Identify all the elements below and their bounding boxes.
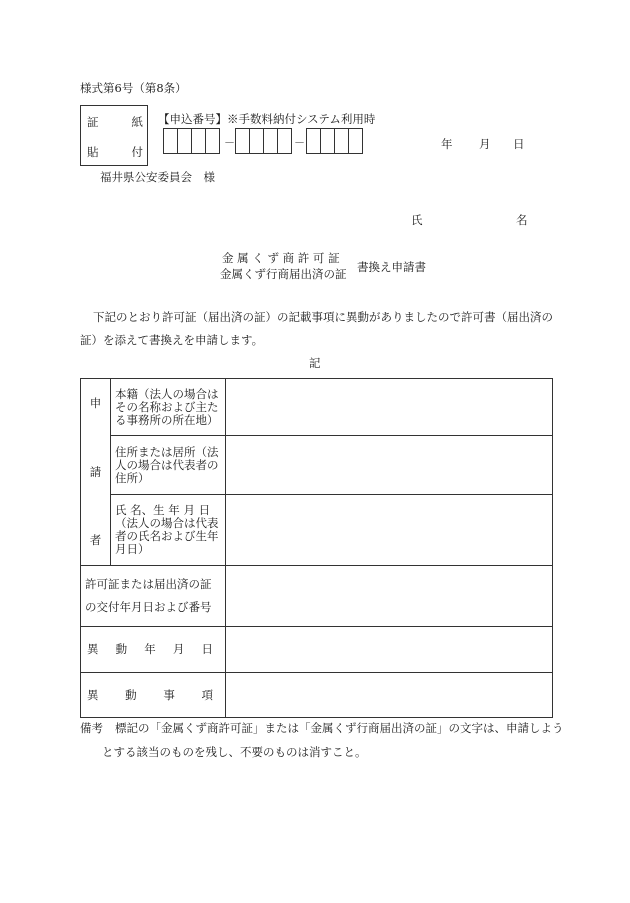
issue-date-number-input[interactable]	[226, 566, 553, 627]
ki-heading: 記	[309, 356, 321, 370]
stamp-char: 貼	[87, 145, 99, 159]
application-number-group-2[interactable]	[235, 128, 292, 154]
form-number: 様式第6号（第8条）	[80, 81, 187, 95]
applicant-char: 者	[89, 533, 102, 547]
name-birthdate-note: （法人の場合は代表者の氏名および生年月日）	[115, 515, 219, 556]
application-number-group-3[interactable]	[306, 128, 363, 154]
digit-box[interactable]	[163, 128, 178, 154]
issue-date-number-label-a: 許可証または届出済の証	[85, 577, 212, 591]
change-date-char: 日	[201, 642, 213, 656]
registered-domicile-label	[111, 379, 226, 436]
addressee: 福井県公安委員会 様	[100, 170, 215, 184]
stamp-char: 紙	[131, 115, 143, 129]
applicant-char: 申	[89, 396, 102, 410]
name-birthdate-label	[111, 494, 226, 565]
application-table	[80, 378, 553, 718]
change-date-label	[81, 627, 226, 673]
address-label-text: 住所または居所（法人の場合は代表者の住所）	[115, 444, 219, 485]
body-text-line1: 下記のとおり許可証（届出済の証）の記載事項に異動がありましたので許可書（届出済の	[93, 310, 553, 324]
title-option-notification: 金属くず行商届出済の証	[220, 267, 347, 281]
change-details-char: 項	[201, 687, 213, 702]
change-details-char: 異	[87, 687, 99, 702]
change-date-char: 動	[115, 642, 128, 656]
name-birthdate-label-text: 氏 名、生 年 月 日	[115, 502, 211, 517]
name-birthdate-input[interactable]	[226, 494, 553, 565]
issue-date-number-label-b: の交付年月日および番号	[85, 600, 212, 614]
registered-domicile-label-text: 本籍（法人の場合はその名称および主たる事務所の所在地）	[115, 386, 219, 427]
date-month: 月	[479, 137, 491, 151]
date-day: 日	[513, 137, 525, 151]
change-date-char: 異	[87, 642, 99, 656]
change-details-label	[81, 673, 226, 718]
title-suffix: 書換え申請書	[357, 260, 426, 274]
address-label	[111, 436, 226, 495]
digit-box[interactable]	[178, 128, 192, 154]
digit-box[interactable]	[250, 128, 264, 154]
change-details-char: 事	[163, 687, 175, 702]
stamp-char: 付	[131, 145, 143, 159]
digit-box[interactable]	[349, 128, 363, 154]
remarks-line1: 標記の「金属くず商許可証」または「金属くず行商届出済の証」の文字は、申請しよう	[115, 721, 564, 735]
name-given-label: 名	[516, 213, 528, 227]
digit-box[interactable]	[335, 128, 349, 154]
change-date-char: 年	[144, 642, 156, 656]
digit-box[interactable]	[306, 128, 321, 154]
digit-box[interactable]	[192, 128, 206, 154]
applicant-char: 請	[89, 464, 102, 479]
change-details-char: 動	[125, 687, 137, 702]
digit-box[interactable]	[264, 128, 278, 154]
number-separator: －	[294, 136, 305, 149]
issue-date-number-label	[81, 566, 226, 627]
remarks-heading: 備考	[80, 721, 103, 735]
stamp-char: 証	[87, 115, 99, 129]
title-option-permit: 金 属 く ず 商 許 可 証	[222, 251, 340, 265]
digit-box[interactable]	[321, 128, 335, 154]
digit-box[interactable]	[278, 128, 292, 154]
revenue-stamp-box	[80, 105, 148, 166]
body-text-line2: 証）を添えて書換えを申請します。	[80, 333, 264, 347]
applicant-label-cell	[81, 379, 111, 566]
address-input[interactable]	[226, 436, 553, 495]
change-date-input[interactable]	[226, 627, 553, 673]
date-year: 年	[441, 137, 453, 151]
change-details-input[interactable]	[226, 673, 553, 718]
registered-domicile-input[interactable]	[226, 379, 553, 436]
name-family-label: 氏	[411, 213, 423, 227]
application-number-label: 【申込番号】※手数料納付システム利用時	[158, 112, 376, 126]
application-number-group-1[interactable]	[163, 128, 220, 154]
digit-box[interactable]	[206, 128, 220, 154]
remarks-line2: とする該当のものを残し、不要のものは消すこと。	[102, 745, 367, 759]
change-date-char: 月	[172, 642, 185, 656]
number-separator: －	[224, 136, 235, 149]
digit-box[interactable]	[235, 128, 250, 154]
